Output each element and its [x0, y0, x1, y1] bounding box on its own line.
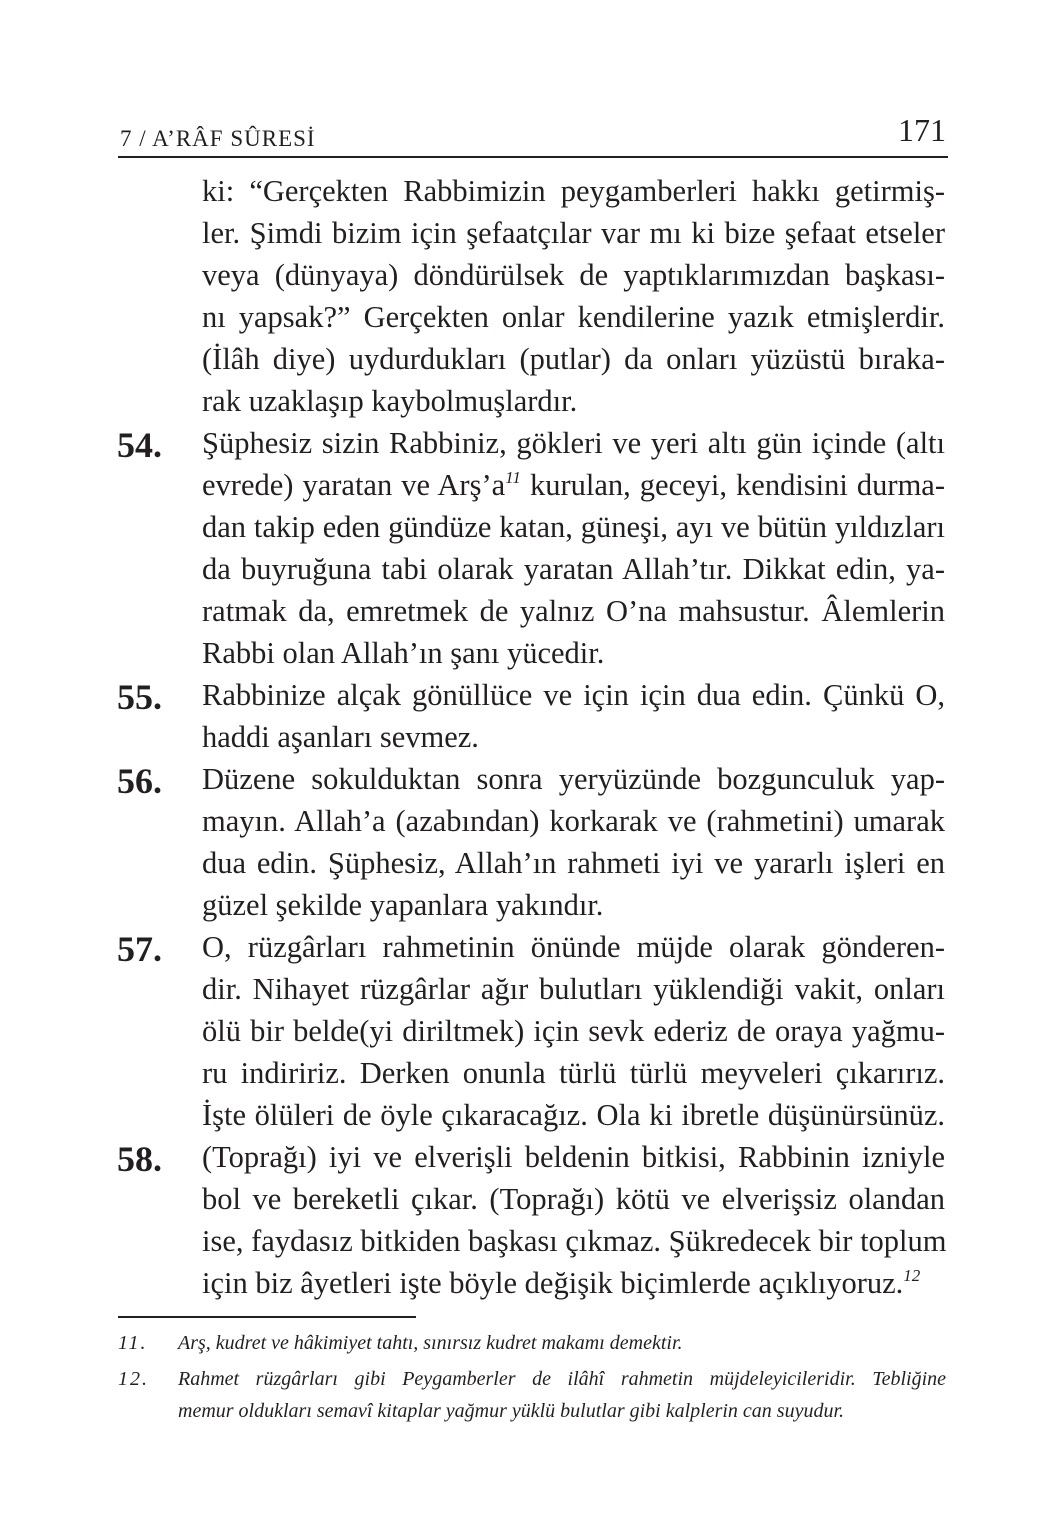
text-line: rak uzaklaşıp kaybolmuşlardır. — [202, 384, 578, 418]
text-line: da buyruğuna tabi olarak yaratan Allah’tır. Dikkat edin, ya- — [202, 552, 945, 586]
footnote-number: 12. — [118, 1368, 149, 1390]
text-line-with-footnote — [202, 464, 945, 506]
text-line: dan takip eden gündüze katan, güneşi, ayı ve bütün yıldızları — [202, 510, 945, 544]
text-line: (Toprağı) iyi ve elverişli beldenin bitkisi, Rabbinin izniyle — [202, 1140, 945, 1174]
page-number: 171 — [898, 112, 946, 148]
text-line: dir. Nihayet rüzgârlar ağır bulutları yüklendiği vakit, onları — [202, 972, 945, 1006]
footnote-ref-12[interactable]: 12 — [903, 1266, 921, 1285]
verse-number: 54. — [117, 425, 162, 465]
text-segment: için biz âyetleri işte böyle değişik biçimlerde açıklıyoruz. — [202, 1266, 904, 1300]
footnote-text: Arş, kudret ve hâkimiyet tahtı, sınırsız kudret makamı demektir. — [178, 1332, 683, 1354]
page-header — [118, 112, 948, 158]
text-line: ru indiririz. Derken onunla türlü türlü meyveleri çıkarırız. — [202, 1056, 945, 1090]
text-line: İşte ölüleri de öyle çıkaracağız. Ola ki ibretle düşünürsünüz. — [202, 1098, 945, 1132]
text-line: mayın. Allah’a (azabından) korkarak ve (rahmetini) umarak — [202, 804, 945, 838]
header-rule — [118, 156, 948, 158]
text-line: Rabbinize alçak gönüllüce ve için için dua edin. Çünkü O, — [202, 678, 945, 712]
text-segment: evrede) yaratan ve Arş’a — [202, 468, 506, 502]
text-line: güzel şekilde yapanlara yakındır. — [202, 888, 604, 922]
text-line: veya (dünyaya) döndürülsek de yaptıklarımızdan başkası- — [202, 258, 945, 292]
text-line: ratmak da, emretmek de yalnız O’na mahsustur. Âlemlerin — [202, 594, 945, 628]
text-line: Rabbi olan Allah’ın şanı yücedir. — [202, 636, 605, 670]
text-line: (İlâh diye) uydurdukları (putlar) da onları yüzüstü bıraka- — [202, 342, 945, 376]
text-line: ölü bir belde(yi diriltmek) için sevk ederiz de oraya yağmu- — [202, 1014, 945, 1048]
text-line: ise, faydasız bitkiden başkası çıkmaz. Şükredecek bir toplum — [202, 1224, 947, 1258]
verse-number: 56. — [117, 761, 162, 801]
text-line: ki: “Gerçekten Rabbimizin peygamberleri hakkı getirmiş- — [202, 174, 945, 208]
text-line: Düzene sokulduktan sonra yeryüzünde bozgunculuk yap- — [202, 762, 945, 796]
footnote-ref-11[interactable]: 11 — [505, 468, 521, 487]
text-line: O, rüzgârları rahmetinin önünde müjde olarak gönderen- — [202, 930, 945, 964]
running-head: 7 / A’RÂF SÛRESİ — [120, 126, 316, 151]
verse-number: 57. — [117, 929, 162, 969]
footnote-text: memur oldukları semavî kitaplar yağmur yüklü bulutlar gibi kalplerin can suyudur. — [178, 1400, 845, 1422]
text-line-with-footnote — [202, 1262, 945, 1304]
text-segment: kurulan, geceyi, kendisini durma- — [520, 468, 945, 502]
text-line: bol ve bereketli çıkar. (Toprağı) kötü ve elverişsiz olandan — [202, 1182, 945, 1216]
text-line: ler. Şimdi bizim için şefaatçılar var mı ki bize şefaat etseler — [202, 216, 945, 250]
footnote-text: Rahmet rüzgârları gibi Peygamberler de ilâhî rahmetin müjdeleyicileridir. Tebliğine — [178, 1368, 946, 1390]
text-line: Şüphesiz sizin Rabbiniz, gökleri ve yeri altı gün içinde (altı — [202, 426, 945, 460]
verse-number: 55. — [117, 677, 162, 717]
text-line: dua edin. Şüphesiz, Allah’ın rahmeti iyi ve yararlı işleri en — [202, 846, 945, 880]
text-line: nı yapsak?” Gerçekten onlar kendilerine yazık etmişlerdir. — [202, 300, 945, 334]
verse-number: 58. — [117, 1139, 162, 1179]
footnote-rule — [118, 1316, 416, 1318]
footnote-number: 11. — [118, 1332, 148, 1354]
text-line: haddi aşanları sevmez. — [202, 720, 479, 754]
